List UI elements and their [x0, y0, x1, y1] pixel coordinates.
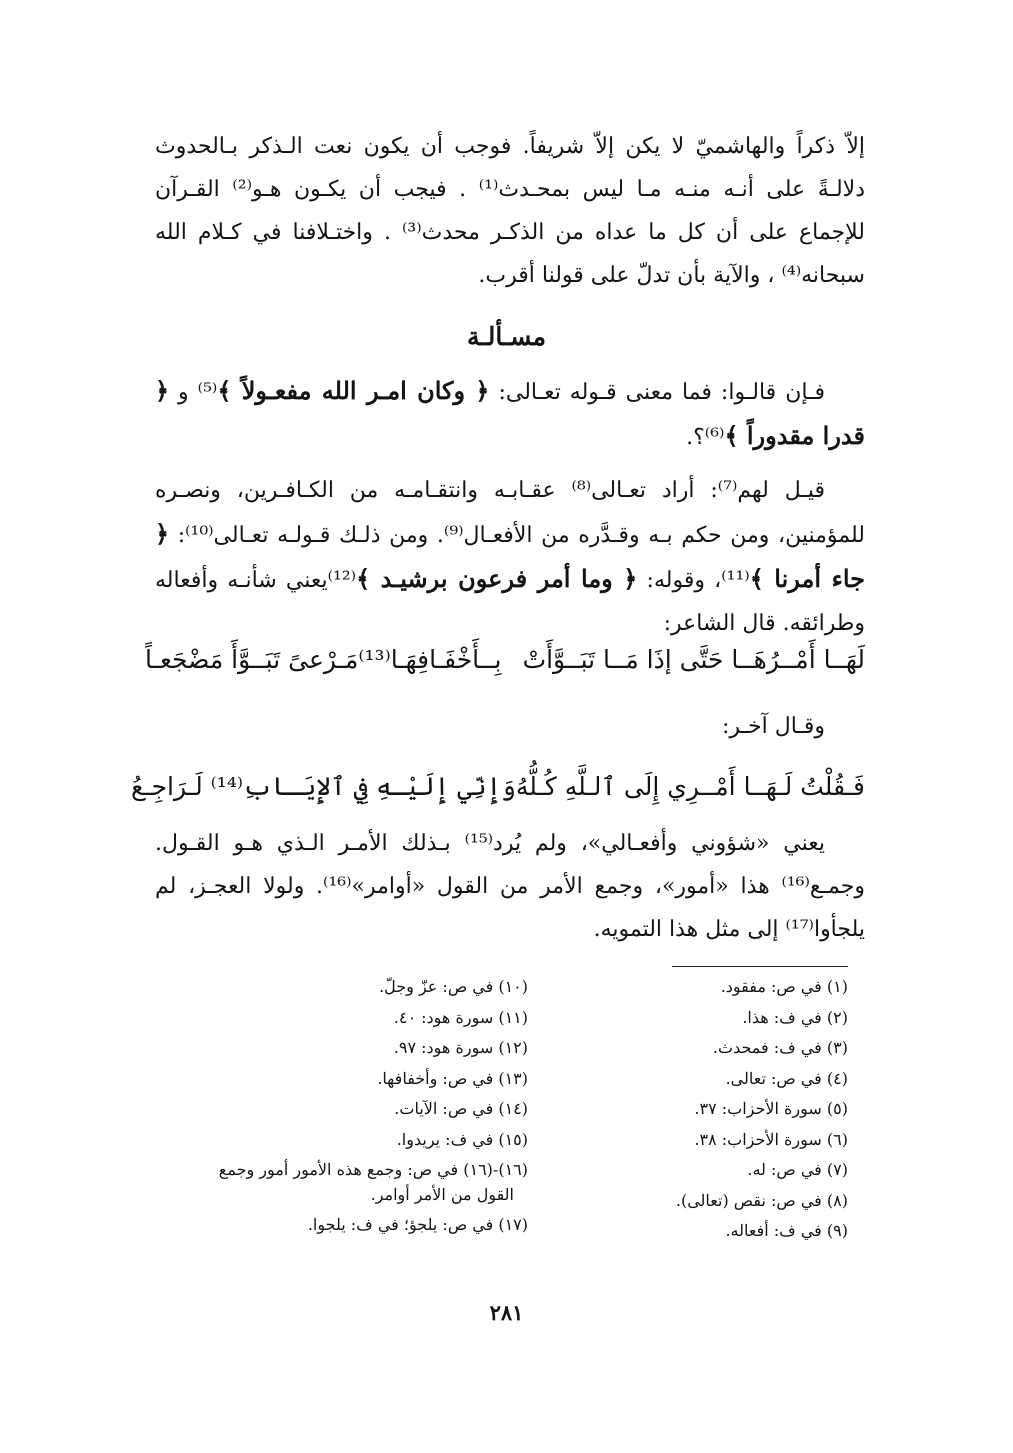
- paragraph-3-part-c: ⁽¹²⁾يعني شأنـه وأفعاله وطرائقه. قال الشاعر:: [155, 568, 865, 636]
- section-heading: مسـألـة: [467, 322, 546, 351]
- paragraph-4-text: يعني «شؤوني وأفعـالي»، ولم يُرد⁽¹⁵⁾ بـذلك الأمـر الـذي هـو القـول. وجمـع⁽¹⁶⁾ هذا «أمور»، وجمع الأمر من القول «أوامر»⁽¹⁶⁾. ولولا العجـز، لم يلجأوا⁽¹⁷⁾ إلى مثل هذا التمويه.: [155, 831, 865, 942]
- footnote-7: (٧) في ص: له.: [747, 1160, 848, 1179]
- verse-1-hemistich-2: بِــأَخْفَـافِهَـا⁽¹³⁾مَـرْعىً تَبَــوَّأَ مَضْجَعـاً: [145, 645, 502, 674]
- poem-verse-2: [130, 772, 865, 801]
- footnote-6: (٦) سورة الأحزاب: ٣٨.: [694, 1129, 848, 1149]
- footnote-3: (٣) في ف: فمحدث.: [712, 1038, 848, 1057]
- paragraph-2-intro: فـإن قالـوا: فما معنى قـوله تعـالى:: [489, 380, 826, 405]
- footnote-2: (٢) في ف: هذا.: [742, 1007, 848, 1027]
- poem-verse-1: [145, 645, 865, 674]
- quran-quote-4: ﴿ وما أمر فرعون برشيـد ﴾: [356, 564, 638, 593]
- paragraph-2-end: ⁽⁶⁾؟.: [686, 425, 725, 450]
- footnote-14: (١٤) في ص: الآيات.: [394, 1099, 528, 1118]
- paragraph-3-part-b: ⁽¹¹⁾، وقوله:: [637, 568, 750, 593]
- quran-quote-2: ﴿ قدرا مقدوراً ﴾: [155, 376, 865, 450]
- footnote-16: (١٦)-(١٦) في ص: وجمع هذه الأمور أمور وجمع: [218, 1160, 528, 1179]
- paragraph-4: [155, 822, 865, 951]
- footnotes-left-column: [219, 972, 528, 1241]
- footnote-9: (٩) في ف: أفعاله.: [725, 1221, 848, 1240]
- page-number: ٢٨١: [489, 1300, 524, 1325]
- verse-2-hemistich-2: وَإِنِّي إِلَيْـهِ فِي ٱلإِيَـابِ⁽¹⁴⁾ لَـرَاجِـعُ: [130, 772, 516, 801]
- footnote-10: (١٠) في ص: عزّ وجلّ.: [379, 977, 528, 996]
- footnote-13: (١٣) في ص: وأخفافها.: [377, 1068, 528, 1088]
- footnote-16-continuation: القول من الأمر أوامر.: [370, 1184, 514, 1204]
- footnote-15: (١٥) في ف: يريدوا.: [396, 1129, 528, 1149]
- paragraph-2-mid: ⁽⁵⁾ و: [169, 380, 218, 405]
- footnote-8: (٨) في ص: نقص (تعالى).: [675, 1190, 848, 1210]
- another-poet-label: وقـال آخـر:: [722, 714, 825, 739]
- footnote-17: (١٧) في ص: يلجؤ؛ في ف: يلجوا.: [307, 1215, 528, 1234]
- footnote-5: (٥) سورة الأحزاب: ٣٧.: [694, 1099, 848, 1118]
- footnote-1: (١) في ص: مفقود.: [720, 977, 848, 996]
- verse-2-hemistich-1: فَـقُلْتُ لَـهَــا أَمْــرِي إِلَى ٱلـلَّهِ كُـلُّهُ: [515, 772, 865, 801]
- quran-quote-1: ﴿ وكان امـر الله مفعـولاً ﴾: [217, 376, 490, 405]
- paragraph-2: [155, 369, 865, 459]
- footnote-4: (٤) في ص: تعالى.: [725, 1068, 848, 1088]
- verse-1-hemistich-1: لَهَــا أَمْــرُهَــا حَتَّى إذَا مَــا تَبَــوَّأَتْ: [522, 645, 865, 674]
- paragraph-1-text: إلاّ ذكراً والهاشميّ لا يكن إلاّ شريفاً. فوجب أن يكون نعت الـذكر بـالحدوث دلالـةً على أنـه منـه مـا ليس بمحـدث⁽¹⁾ . فيجب أن يكـون هـو⁽²⁾ القـرآن للإجماع على أن كل ما عداه من الذكـر محدث⁽³⁾ . واختـلافنا في كـلام الله سبحانه⁽⁴⁾ ، والآية بأن تدلّ على قولنا أقرب.: [155, 134, 865, 288]
- footnote-12: (١٢) سورة هود: ٩٧.: [393, 1038, 528, 1057]
- footnote-separator: [672, 966, 848, 967]
- footnote-11: (١١) سورة هود: ٤٠.: [393, 1007, 528, 1027]
- paragraph-3-part-a: قيـل لهم⁽⁷⁾: أراد تعـالى⁽⁸⁾ عقـابـه وانتقـامـه من الكـافـرين، ونصـره للمؤمنين، ومن حكم بـه وقـدَّره من الأفعـال⁽⁹⁾. ومن ذلـك قـولـه تعـالى⁽¹⁰⁾:: [155, 478, 865, 548]
- quran-quote-3: ﴿ جاء أمرنا ﴾: [155, 519, 866, 593]
- paragraph-1: [155, 125, 865, 297]
- footnotes-right-column: [676, 972, 848, 1247]
- paragraph-3: [155, 469, 865, 645]
